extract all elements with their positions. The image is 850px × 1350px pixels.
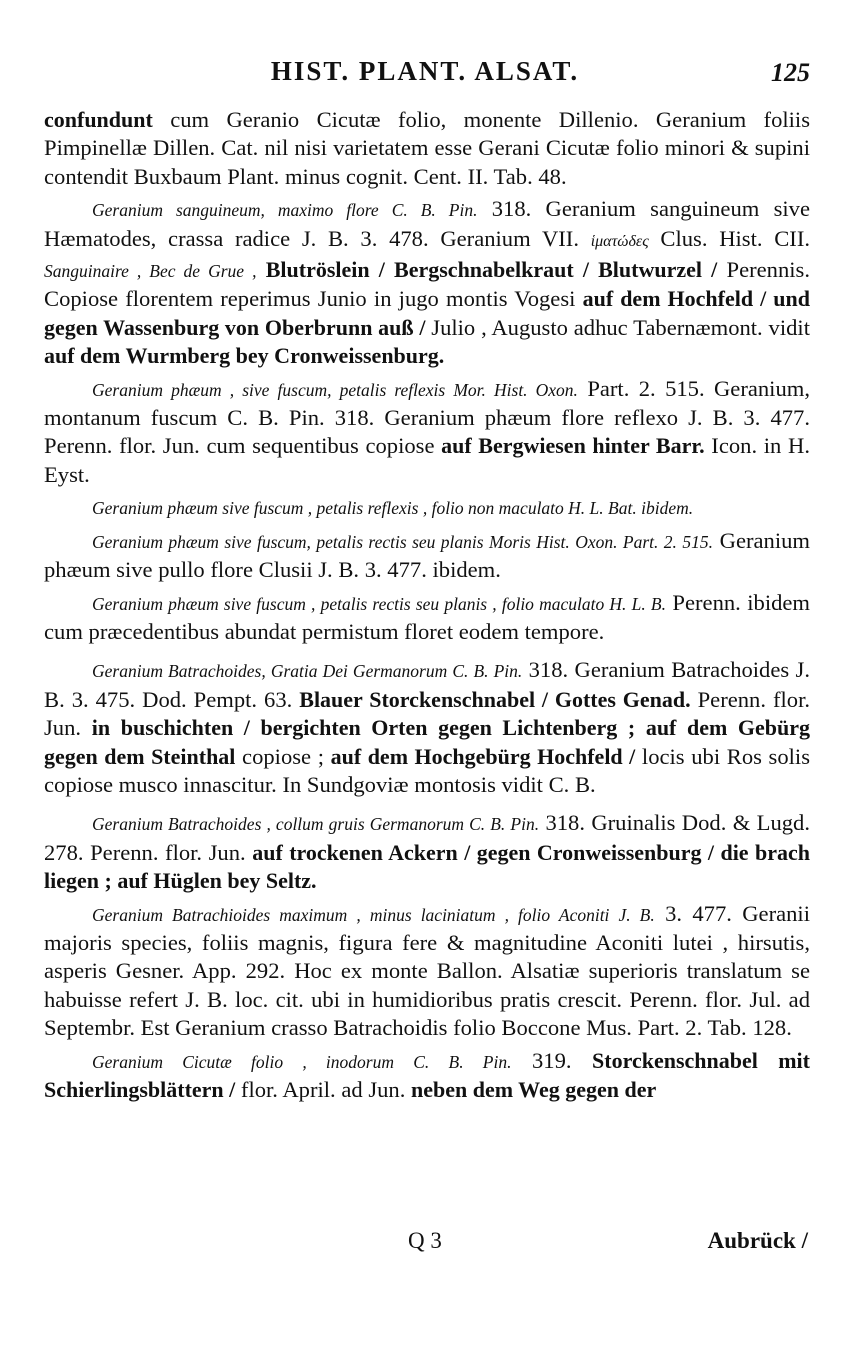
text-run: 318. Gruinalis Dod. & Lugd. 278. Perenn. flor. Jun.: [44, 810, 810, 865]
signature-mark: Q 3: [408, 1228, 442, 1253]
paragraph-spacer: [44, 646, 810, 652]
text-run: confundunt: [44, 107, 153, 132]
text-run: copiose ;: [235, 743, 331, 769]
species-entry: [44, 589, 810, 647]
page-header: [0, 56, 850, 96]
german-vernacular: Blutröslein / Bergschnabelkraut / Blutwurzel /: [265, 257, 718, 283]
species-entry: [44, 493, 810, 522]
german-vernacular: auf Bergwiesen hinter Barr.: [441, 433, 705, 459]
german-vernacular: Blauer Storckenschnabel / Gottes Genad.: [299, 686, 691, 712]
species-name: Sanguinaire , Bec de Grue ,: [44, 261, 257, 282]
text-run: Clus. Hist. CII.: [648, 225, 810, 251]
species-entry: [44, 656, 810, 799]
species-entry: [44, 527, 810, 585]
text-run: 318. Geranium Batrachoides J. B. 3. 475. Dod. Pempt. 63.: [44, 657, 810, 712]
german-vernacular: auf trockenen Ackern / gegen Cronweissenburg / die brach liegen ; auf Hüglen bey Seltz.: [44, 839, 810, 894]
species-name: Geranium phæum sive fuscum , petalis reflexis , folio non maculato H. L. Bat. ibidem.: [92, 498, 694, 519]
species-entry: [44, 1047, 810, 1105]
text-run: Perenn. ibidem cum præcedentibus abundat permistum floret eodem tempore.: [44, 589, 811, 644]
species-entry: [44, 375, 810, 490]
species-name: Geranium phæum sive fuscum , petalis rectis seu planis , folio maculato H. L. B.: [92, 593, 666, 614]
body-text: [44, 106, 810, 1104]
german-vernacular: Storckenschnabel mit Schierlingsblättern /: [44, 1047, 810, 1102]
species-entry: [44, 900, 810, 1043]
text-run: Julio , Augusto adhuc Tabernæmont. vidit: [425, 314, 810, 340]
text-run: 3. 477. Geranii majoris species, foliis magnis, figura fere & magnitudine Aconiti lutei , hirsutis, asperis Gesner. App. 292. Hoc ex monte Ballon. Alsatiæ superioris translatum se habuisse refert J. B. loc. cit. ubi in humidioribus pratis crescit. Perenn. flor. Jul. ad Septembr. Est Geranium crasso Batrachoidis folio Boccone Mus. Part. 2. Tab. 128.: [44, 900, 810, 1041]
text-run: flor. April. ad Jun.: [235, 1077, 411, 1102]
species-name: Geranium sanguineum, maximo flore C. B. Pin.: [92, 200, 478, 221]
text-run: locis ubi Ros solis copiose musco innascitur. In Sundgoviæ montosis vidit C. B.: [44, 743, 810, 797]
text-run: Perennis. Copiose florentem reperimus Junio in jugo montis Vogesi: [44, 257, 810, 312]
catchword: Aubrück /: [707, 1228, 808, 1253]
species-entry: [44, 809, 810, 895]
page-footer: [0, 1228, 850, 1268]
text-run: Icon. in H. Eyst.: [44, 433, 811, 487]
continued-paragraph: [44, 106, 810, 191]
text-run: cum Geranio Cicutæ folio, monente Dillenio. Geranium foliis Pimpinellæ Dillen. Cat. nil nisi varietatem esse Gerani Cicutæ folio minori & supini contendit Buxbaum Plant. minus cognit. Cent. II. Tab. 48.: [44, 107, 810, 189]
species-name: Geranium Batrachioides maximum , minus laciniatum , folio Aconiti J. B.: [92, 904, 655, 925]
paragraph-spacer: [44, 799, 810, 805]
page-number: 125: [771, 58, 810, 87]
text-run: 318. Geranium sanguineum sive Hæmatodes, crassa radice J. B. 3. 478. Geranium VII.: [44, 196, 810, 251]
greek-word: ἱματώδες: [590, 232, 649, 250]
text-run: Perenn. flor. Jun.: [44, 686, 810, 741]
species-name: Geranium phæum , sive fuscum, petalis reflexis Mor. Hist. Oxon.: [92, 379, 578, 400]
species-entry: [44, 195, 810, 370]
german-vernacular: auf dem Hochgebürg Hochfeld /: [330, 743, 636, 769]
species-name: Geranium Batrachoides, Gratia Dei Germanorum C. B. Pin.: [92, 661, 523, 682]
text-run: [256, 257, 265, 282]
text-run: Geranium phæum sive pullo flore Clusii J. B. 3. 477. ibidem.: [44, 527, 810, 583]
species-name: Geranium Batrachoides , collum gruis Germanorum C. B. Pin.: [92, 814, 540, 835]
german-vernacular: in buschichten / bergichten Orten gegen Lichtenberg ; auf dem Gebürg gegen dem Steinthal: [44, 715, 810, 769]
species-name: Geranium Cicutæ folio , inodorum C. B. Pin.: [92, 1051, 512, 1072]
german-vernacular: auf dem Wurmberg bey Cronweissenburg.: [44, 343, 445, 369]
text-run: Part. 2. 515. Geranium, montanum fuscum C. B. Pin. 318. Geranium phæum flore reflexo J. B. 3. 477. Perenn. flor. Jun. cum sequentibus copiose: [44, 375, 810, 459]
german-vernacular: neben dem Weg gegen der: [411, 1077, 657, 1102]
german-vernacular: auf dem Hochfeld / und gegen Wassenburg von Oberbrunn auß /: [44, 286, 810, 340]
species-name: Geranium phæum sive fuscum, petalis rectis seu planis Moris Hist. Oxon. Part. 2. 515.: [92, 531, 713, 552]
text-run: 319.: [511, 1047, 593, 1073]
running-title: HIST. PLANT. ALSAT.: [270, 56, 580, 86]
